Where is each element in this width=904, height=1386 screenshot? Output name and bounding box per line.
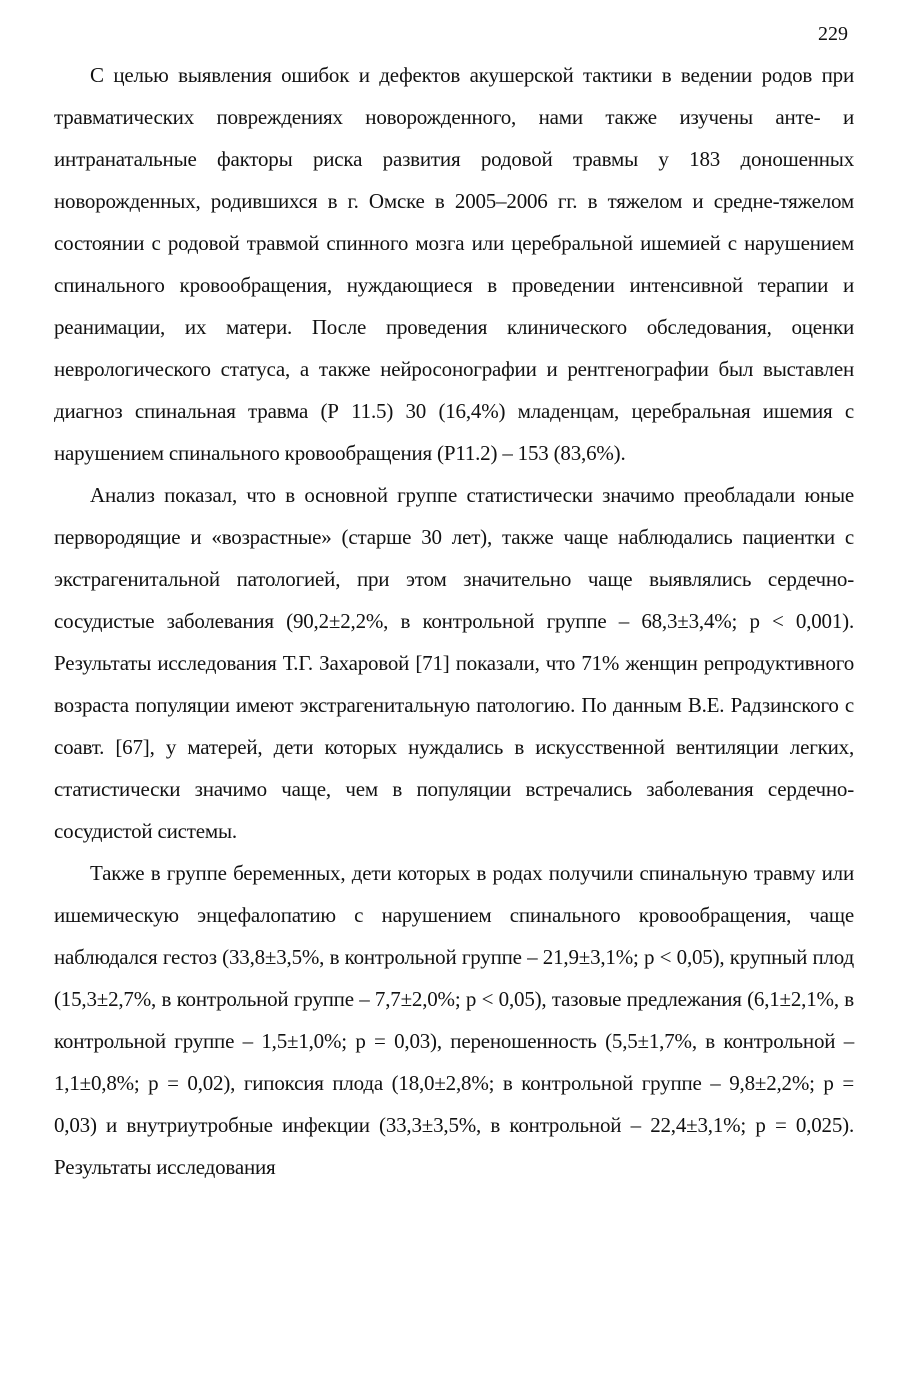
- body-text: [54, 54, 854, 1188]
- paragraph-2: Анализ показал, что в основной группе статистически значимо преобладали юные первородящие и «возрастные» (старше 30 лет), также чаще наблюдались пациентки с экстрагенитальной патологией, при этом значительно чаще выявлялись сердечно-сосудистые заболевания (90,2±2,2%, в контрольной группе – 68,3±3,4%; р < 0,001). Результаты исследования Т.Г. Захаровой [71] показали, что 71% женщин репродуктивного возраста популяции имеют экстрагенитальную патологию. По данным В.Е. Радзинского с соавт. [67], у матерей, дети которых нуждались в искусственной вентиляции легких, статистически значимо чаще, чем в популяции встречались заболевания сердечно-сосудистой системы.: [54, 483, 854, 843]
- paragraph-3: Также в группе беременных, дети которых в родах получили спинальную травму или ишемическую энцефалопатию с нарушением спинального кровообращения, чаще наблюдался гестоз (33,8±3,5%, в контрольной группе – 21,9±3,1%; р < 0,05), крупный плод (15,3±2,7%, в контрольной группе – 7,7±2,0%; р < 0,05), тазовые предлежания (6,1±2,1%, в контрольной группе – 1,5±1,0%; р = 0,03), переношенность (5,5±1,7%, в контрольной – 1,1±0,8%; р = 0,02), гипоксия плода (18,0±2,8%; в контрольной группе – 9,8±2,2%; р = 0,03) и внутриутробные инфекции (33,3±3,5%, в контрольной – 22,4±3,1%; р = 0,025). Результаты исследования: [54, 861, 854, 1179]
- page-number: 229: [818, 23, 848, 45]
- paragraph-1: С целью выявления ошибок и дефектов акушерской тактики в ведении родов при травматических повреждениях новорожденного, нами также изучены анте- и интранатальные факторы риска развития родовой травмы у 183 доношенных новорожденных, родившихся в г. Омске в 2005–2006 гг. в тяжелом и средне-тяжелом состоянии с родовой травмой спинного мозга или церебральной ишемией с нарушением спинального кровообращения, нуждающиеся в проведении интенсивной терапии и реанимации, их матери. После проведения клинического обследования, оценки неврологического статуса, а также нейросонографии и рентгенографии был выставлен диагноз спинальная травма (Р 11.5) 30 (16,4%) младенцам, церебральная ишемия с нарушением спинального кровообращения (Р11.2) – 153 (83,6%).: [54, 63, 854, 465]
